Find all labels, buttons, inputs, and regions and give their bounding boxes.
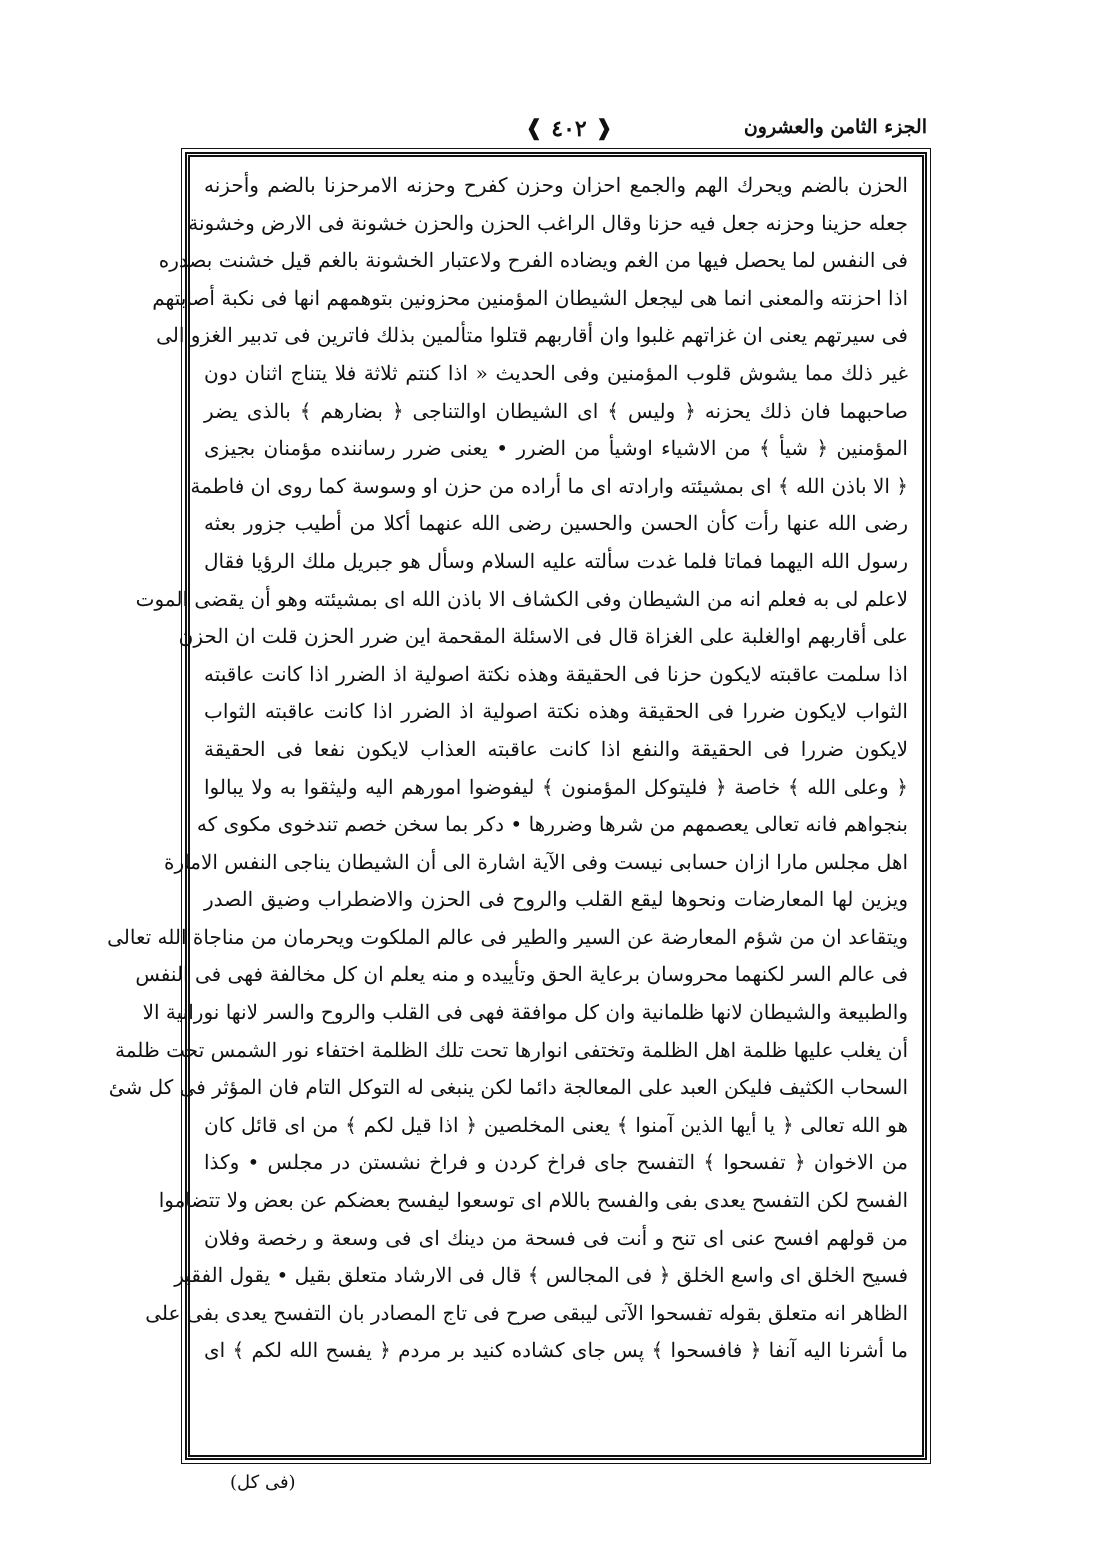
- text-line: اذا احزنته والمعنى انما هى ليجعل الشيطان المؤمنين محزونين بتوهمهم انها فى نكبة أصابتهم: [152, 285, 908, 310]
- text-line: الظاهر انه متعلق بقوله تفسحوا الآتى ليبقى صرح فى تاج المصادر بان التفسح يعدى بفى على: [145, 1300, 908, 1325]
- text-line: بنجواهم فانه تعالى يعصمهم من شرها وضررها • دكر بما سخن خصم تندخوى مكوى كه: [196, 812, 908, 837]
- body-text: [107, 167, 908, 1447]
- text-line: على أقاربهم اوالغلبة على الغزاة قال فى الاسئلة المقحمة اين ضرر الحزن قلت ان الحزن: [178, 624, 908, 649]
- text-line: اذا سلمت عاقبته لايكون حزنا فى الحقيقة وهذه نكتة اصولية اذ الضرر اذا كانت عاقبته: [204, 661, 908, 686]
- text-line: والطبيعة والشيطان لانها ظلمانية وان كل موافقة فهى فى القلب والروح والسر لانها نورانية الا: [142, 1000, 908, 1025]
- text-line: ويتقاعد ان من شؤم المعارضة عن السير والطير فى عالم الملكوت ويحرمان من مناجاة الله تعالى: [107, 924, 908, 949]
- text-line: رضى الله عنها رأت كأن الحسن والحسين رضى الله عنهما أكلا من أطيب جزور بعثه: [204, 511, 908, 536]
- text-line: فى سيرتهم يعنى ان غزاتهم غلبوا وان أقاربهم قتلوا متألمين بذلك فاترين فى تدبير الغزو الى: [156, 323, 908, 348]
- text-line: ما أشرنا اليه آنفا ﴿ فافسحوا ﴾ پس جاى كشاده كنيد بر مردم ﴿ يفسح الله لكم ﴾ اى: [204, 1338, 908, 1363]
- text-line: فى عالم السر لكنهما محروسان برعاية الحق وتأييده و منه يعلم ان كل مخالفة فهى فى النفس: [135, 962, 908, 987]
- text-line: المؤمنين ﴿ شيأ ﴾ من الاشياء اوشيأ من الضرر • يعنى ضرر رساننده مؤمنان بجيزى: [204, 436, 908, 461]
- text-line: ويزين لها المعارضات ونحوها ليقع القلب والروح فى الحزن والاضطراب وضيق الصدر: [204, 887, 908, 912]
- text-line: السحاب الكثيف فليكن العبد على المعالجة دائما لكن ينبغى له التوكل التام فان المؤثر فى كل شئ: [108, 1075, 908, 1100]
- text-line: اهل مجلس مارا ازان حسابى نيست وفى الآية اشارة الى أن الشيطان يناجى النفس الامارة: [164, 849, 908, 874]
- running-title: الجزء الثامن والعشرون: [743, 116, 927, 138]
- text-line: من قولهم افسح عنى اى تنح و أنت فى فسحة من دينك اى فى وسعة و رخصة وفلان: [204, 1225, 908, 1250]
- catchword: (فى كل): [230, 1472, 296, 1493]
- text-frame: [107, 152, 927, 1460]
- text-line: غير ذلك مما يشوش قلوب المؤمنين وفى الحديث « اذا كنتم ثلاثة فلا يتناج اثنان دون: [204, 360, 908, 385]
- text-line: لاعلم لى به فعلم انه من الشيطان وفى الكشاف الا باذن الله اى بمشيئته وهو أن يقضى الموت: [135, 586, 908, 611]
- page-number-ornament: [495, 114, 643, 144]
- page-header: [185, 112, 927, 148]
- text-line: صاحبهما فان ذلك يحزنه ﴿ وليس ﴾ اى الشيطان اوالتناجى ﴿ بضارهم ﴾ بالذى يضر: [204, 398, 908, 423]
- text-line: الحزن بالضم ويحرك الهم والجمع احزان وحزن كفرح وحزنه الامرحزنا بالضم وأحزنه: [204, 173, 908, 197]
- text-line: رسول الله اليهما فماتا فلما غدت سألته عليه السلام وسأل هو جبريل ملك الرؤيا فقال: [204, 548, 908, 573]
- ornament-right-icon: ❱: [594, 116, 614, 141]
- text-line: ﴿ وعلى الله ﴾ خاصة ﴿ فليتوكل المؤمنون ﴾ ليفوضوا امورهم اليه وليثقوا به ولا يبالوا: [204, 774, 908, 799]
- text-line: فى النفس لما يحصل فيها من الغم ويضاده الفرح ولاعتبار الخشونة بالغم قيل خشنت بصدره: [158, 248, 908, 273]
- text-line: ﴿ الا باذن الله ﴾ اى بمشيئته وارادته اى ما أراده من حزن او وسوسة كما روى ان فاطمة: [190, 473, 908, 498]
- text-line: هو الله تعالى ﴿ يا أيها الذين آمنوا ﴾ يعنى المخلصين ﴿ اذا قيل لكم ﴾ من اى قائل كان: [204, 1112, 908, 1137]
- text-line: لايكون ضررا فى الحقيقة والنفع اذا كانت عاقبته العذاب لايكون نفعا فى الحقيقة: [204, 736, 908, 761]
- text-line: من الاخوان ﴿ تفسحوا ﴾ التفسح جاى فراخ كردن و فراخ نشستن در مجلس • وكذا: [204, 1150, 908, 1175]
- text-line: [204, 1408, 908, 1446]
- text-line: الثواب لايكون ضررا فى الحقيقة وهذه نكتة اصولية اذ الضرر اذا كانت عاقبته الثواب: [204, 699, 908, 724]
- text-line: جعله حزينا وحزنه جعل فيه حزنا وقال الراغب الحزن والحزن خشونة فى الارض وخشونة: [188, 210, 908, 235]
- text-line: فسيح الخلق اى واسع الخلق ﴿ فى المجالس ﴾ قال فى الارشاد متعلق بقيل • يقول الفقير: [174, 1263, 908, 1288]
- text-line: أن يغلب عليها ظلمة اهل الظلمة وتختفى انوارها تحت تلك الظلمة اختفاء نور الشمس تحت ظلمة: [114, 1037, 908, 1062]
- page-number: ٤٠٢: [551, 116, 587, 142]
- ornament-left-icon: ❰: [524, 116, 544, 141]
- text-line: الفسح لكن التفسح يعدى بفى والفسح باللام اى توسعوا ليفسح بعضكم عن بعض ولا تتضاموا: [158, 1188, 908, 1213]
- text-line: [204, 1370, 908, 1408]
